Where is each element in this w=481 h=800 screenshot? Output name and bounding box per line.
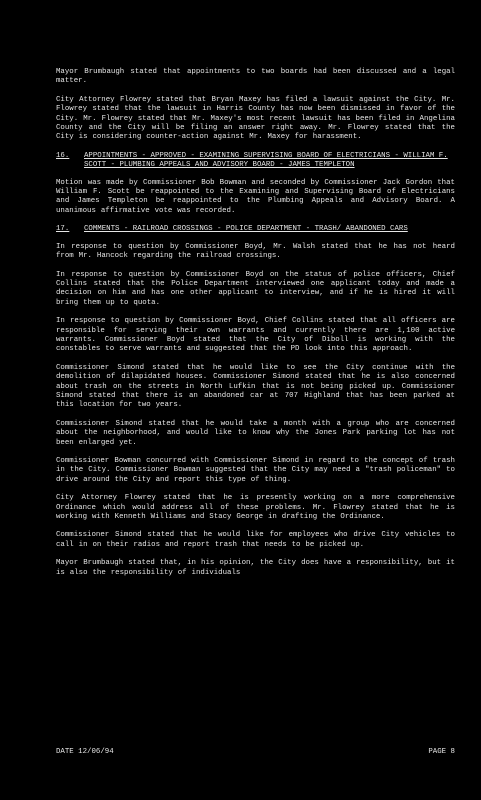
paragraph: In response to question by Commissioner Boyd on the status of police officers, Chief Collins stated that the Police Department interviewed one applicant today and made a decision on him and has one other applicant to interview, and if he is hired it will bring them up to quota. <box>56 270 455 307</box>
paragraph: Motion was made by Commissioner Bob Bowman and seconded by Commissioner Jack Gordon that William F. Scott be reappointed to the Examining and Supervising Board of Electricians and James Templeton be reappointed to the Plumbing Appeals and Advisory Board. A unanimous affirmative vote was recorded. <box>56 178 455 215</box>
footer-page-number: PAGE 8 <box>428 748 455 756</box>
footer-date: DATE 12/06/94 <box>56 748 114 756</box>
page-footer <box>56 748 455 756</box>
paragraph: Mayor Brumbaugh stated that appointments to two boards had been discussed and a legal matter. <box>56 68 455 86</box>
paragraph: City Attorney Flowrey stated that he is presently working on a more comprehensive Ordinance which would address all of these problems. Mr. Flowrey stated that he is working with Kenneth Williams and Stacy George in drafting the Ordinance. <box>56 494 455 522</box>
item-title: APPOINTMENTS - APPROVED - EXAMINING SUPERVISING BOARD OF ELECTRICIANS - WILLIAM F. SCOTT - PLUMBING APPEALS AND ADVISORY BOARD - JAMES TEMPLETON <box>84 151 448 170</box>
agenda-item-17-heading <box>56 225 455 234</box>
item-number: 16. <box>56 151 70 160</box>
item-title: COMMENTS - RAILROAD CROSSINGS - POLICE DEPARTMENT - TRASH/ ABANDONED CARS <box>84 225 408 234</box>
paragraph: In response to question by Commissioner Boyd, Mr. Walsh stated that he has not heard from Mr. Hancock regarding the railroad crossings. <box>56 242 455 261</box>
item-number: 17. <box>56 225 70 234</box>
paragraph: Commissioner Simond stated that he would like for employees who drive City vehicles to call in on their radios and report trash that needs to be picked up. <box>56 531 455 549</box>
paragraph: Commissioner Bowman concurred with Commissioner Simond in regard to the concept of trash in the City. Commissioner Bowman suggested that the City may need a "trash policeman" to drive around the City and report this type of thing. <box>56 457 455 484</box>
paragraph: In response to question by Commissioner Boyd, Chief Collins stated that all officers are responsible for serving their own warrants and currently there are 1,100 active warrants. Commissioner Boyd stated that the City of Diboll is working with the constables to serve warrants and suggested that the PD look into this approach. <box>56 317 455 354</box>
agenda-item-16-heading <box>56 152 455 171</box>
paragraph: Commissioner Simond stated that he would take a month with a group who are concerned about the neighborhood, and would like to know why the Jones Park parking lot has not been enlarged yet. <box>56 419 455 447</box>
paragraph: Mayor Brumbaugh stated that, in his opinion, the City does have a responsibility, but it is also the responsibility of individuals <box>56 559 455 577</box>
paragraph: Commissioner Simond stated that he would like to see the City continue with the demolition of dilapidated houses. Commissioner Simond stated that he is also concerned about trash on the streets in North Lufkin that is not being picked up. Commissioner Simond stated that there is an abandoned car at 707 Highland that has been parked at this location for two years. <box>56 363 455 410</box>
paragraph: City Attorney Flowrey stated that Bryan Maxey has filed a lawsuit against the City. Mr. Flowrey stated that the lawsuit in Harris County has now been dismissed in favor of the City. Mr. Flowrey stated that Mr. Maxey's most recent lawsuit has been filed in Angelina County and the City will be filing an answer right away. Mr. Flowrey stated that the City is considering counter-action against Mr. Maxey for harassment. <box>56 95 455 142</box>
